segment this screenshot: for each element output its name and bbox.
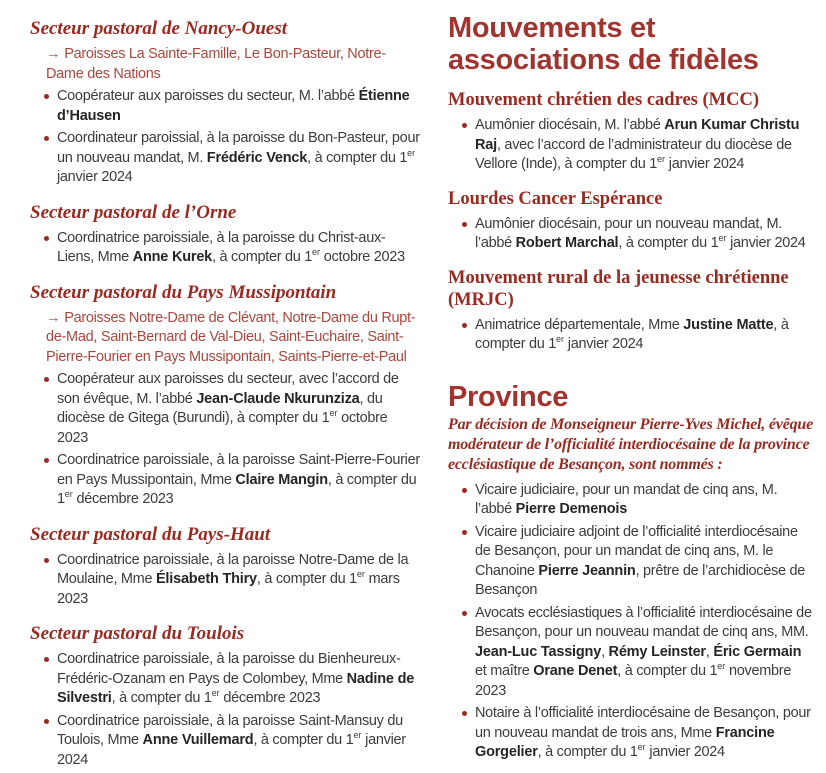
person-name: Frédéric Venck — [206, 149, 308, 166]
text-run: , à compter du 1 — [618, 235, 719, 251]
text-run: Aumônier diocésain, pour un nouveau mandat, M. l’abbé — [475, 215, 783, 251]
ordinal-suffix: er — [353, 730, 362, 741]
text-run: décembre 2023 — [72, 491, 174, 507]
ordinal-suffix: er — [657, 154, 666, 165]
person-name: Arun Kumar Christu Raj — [475, 117, 800, 153]
appointment-item — [30, 650, 422, 709]
text-run: janvier 2024 — [564, 336, 644, 352]
text-run: Coopérateur aux paroisses du secteur, M. l’abbé — [57, 88, 359, 104]
text-run: et maître — [475, 663, 534, 679]
parish-names: Paroisses Notre-Dame de Clévant, Notre-Dame du Rupt-de-Mad, Saint-Bernard de Val-Dieu, Saint-Euchaire, Saint-Pierre-Fourier en Pays Mussipontain, Saints-Pierre-et-Paul — [46, 309, 416, 365]
text-run: janvier 2024 — [665, 156, 745, 172]
text-run: octobre 2023 — [57, 410, 388, 446]
movement-heading: Mouvement rural de la jeunesse chrétienne (MRJC) — [448, 267, 789, 310]
person-name: Jean-Luc Tassigny — [475, 643, 602, 660]
text-run: , à compter du 1 — [617, 663, 718, 679]
bullet-icon — [462, 123, 467, 128]
text-run: novembre 2023 — [475, 663, 792, 699]
person-name: Étienne d’Hausen — [57, 88, 410, 124]
ordinal-suffix: er — [556, 334, 565, 345]
text-run: , à compter du 1 — [111, 690, 212, 706]
bullet-icon — [462, 323, 467, 328]
person-name: Éric Germain — [713, 643, 802, 660]
appointment-item — [30, 229, 422, 268]
ordinal-suffix: er — [64, 489, 73, 500]
person-name: Pierre Jeannin — [538, 562, 636, 579]
bullet-icon — [462, 488, 467, 493]
text-run: , à compter du 1 — [57, 471, 417, 507]
text-run: mars 2023 — [57, 571, 400, 607]
parish-names: Paroisses La Sainte-Famille, Le Bon-Pasteur, Notre-Dame des Nations — [46, 46, 386, 82]
text-run: Coordinateur paroissial, à la paroisse du Bon-Pasteur, pour un nouveau mandat, M. — [57, 130, 420, 166]
sector-heading: Secteur pastoral de l’Orne — [30, 201, 237, 223]
text-run: Coordinatrice paroissiale, à la paroisse Saint-Pierre-Fourier en Pays Mussipontain, Mme — [57, 452, 420, 488]
arrow-icon: → — [46, 46, 61, 62]
text-run: , à compter du 1 — [307, 149, 408, 166]
person-name: Justine Matte — [683, 316, 774, 333]
bullet-icon — [44, 719, 49, 724]
text-run: , avec l’accord de l’administrateur du diocèse de Vellore (Inde), à compter du 1 — [475, 136, 792, 172]
text-run: Vicaire judiciaire adjoint de l’officialité interdiocésaine de Besançon, pour un mandat de cinq ans, M. le Chanoine — [475, 523, 798, 579]
ordinal-suffix: er — [329, 408, 338, 419]
bullet-icon — [44, 458, 49, 463]
text-run: octobre 2023 — [320, 249, 405, 265]
ordinal-suffix: er — [312, 247, 321, 258]
text-run: Coordinatrice paroissiale, à la paroisse du Christ-aux-Liens, Mme — [57, 229, 386, 265]
person-name: Francine Gorgelier — [475, 724, 775, 760]
appointment-item — [448, 215, 816, 254]
sector-heading: Secteur pastoral du Pays-Haut — [30, 523, 271, 545]
person-name: Robert Marchal — [515, 235, 619, 251]
text-run: , — [705, 643, 714, 660]
bullet-icon — [462, 611, 467, 616]
text-run: , du diocèse de Gitega (Burundi), à compter du 1 — [57, 390, 383, 426]
sector-heading: Secteur pastoral de Nancy-Ouest — [30, 18, 288, 39]
ordinal-suffix: er — [717, 661, 726, 672]
section-big-heading: Mouvements et associations de fidèles — [448, 12, 759, 76]
appointment-item — [30, 370, 422, 448]
text-run: Coordinatrice paroissiale, à la paroisse du Bienheureux-Frédéric-Ozanam en Pays de Colombey, Mme — [57, 651, 401, 687]
text-run: janvier 2024 — [726, 235, 806, 251]
bullet-icon — [44, 558, 49, 563]
person-name: Pierre Demenois — [515, 501, 628, 517]
appointment-item — [30, 712, 422, 771]
appointment-item — [30, 87, 422, 126]
text-run: Coordinatrice paroissiale, à la paroisse Notre-Dame de la Moulaine, Mme — [57, 551, 409, 587]
person-name: Rémy Leinster — [608, 643, 706, 660]
bullet-icon — [44, 136, 49, 141]
appointment-item — [30, 551, 422, 610]
section-big-heading-province: Province — [448, 380, 569, 413]
person-name: Claire Mangin — [235, 471, 328, 488]
appointment-item — [448, 523, 816, 601]
person-name: Nadine de Silvestri — [57, 670, 415, 706]
arrow-icon: → — [46, 309, 61, 326]
appointment-item — [448, 604, 816, 702]
movement-heading: Mouvement chrétien des cadres (MCC) — [448, 90, 759, 110]
person-name: Orane Denet — [533, 663, 618, 679]
person-name: Anne Kurek — [132, 249, 213, 265]
bullet-icon — [462, 530, 467, 535]
parish-list — [46, 309, 422, 368]
ordinal-suffix: er — [637, 742, 646, 753]
text-run: , à compter du 1 — [253, 732, 354, 748]
text-run: Animatrice départementale, Mme — [475, 316, 684, 333]
text-run: , à compter du 1 — [212, 249, 313, 265]
appointment-item — [448, 481, 816, 520]
text-run: Vicaire judiciaire, pour un mandat de cinq ans, M. l’abbé — [475, 481, 778, 517]
text-run: Avocats ecclésiastiques à l’officialité interdiocésaine de Besançon, pour un nouveau mandat de cinq ans, MM. — [475, 604, 812, 640]
text-run: décembre 2023 — [219, 690, 321, 706]
appointment-item — [448, 316, 816, 355]
ordinal-suffix: er — [407, 147, 416, 158]
text-run: , — [601, 643, 609, 660]
bullet-icon — [462, 222, 467, 227]
text-run: , prêtre de l’archidiocèse de Besançon — [475, 562, 805, 598]
left-column — [30, 4, 422, 773]
text-run: Coordinatrice paroissiale, à la paroisse Saint-Mansuy du Toulois, Mme — [57, 712, 403, 748]
bullet-icon — [44, 94, 49, 99]
text-run: Notaire à l’officialité interdiocésaine de Besançon, pour un nouveau mandat de trois ans, Mme — [475, 705, 811, 741]
text-run: , à compter du 1 — [256, 571, 357, 587]
appointment-item — [448, 116, 816, 175]
text-run: Coopérateur aux paroisses du secteur, avec l’accord de son évêque, M. l’abbé — [57, 371, 399, 407]
province-intro: Par décision de Monseigneur Pierre-Yves Michel, évêque modérateur de l’officialité interdiocésaine de la province ecclésiastique de Besançon, sont nommés : — [448, 415, 814, 473]
bullet-icon — [462, 711, 467, 716]
ordinal-suffix: er — [718, 233, 727, 244]
appointment-item — [30, 129, 422, 188]
text-run: janvier 2024 — [645, 744, 725, 760]
bullet-icon — [44, 377, 49, 382]
movement-heading: Lourdes Cancer Espérance — [448, 188, 663, 209]
person-name: Élisabeth Thiry — [155, 571, 257, 587]
sector-heading: Secteur pastoral du Toulois — [30, 623, 245, 644]
text-run: janvier 2024 — [57, 732, 406, 768]
parish-list — [46, 45, 422, 84]
person-name: Anne Vuillemard — [142, 732, 254, 748]
bullet-icon — [44, 236, 49, 241]
person-name: Jean-Claude Nkurunziza — [196, 390, 360, 407]
appointment-item — [30, 451, 422, 510]
ordinal-suffix: er — [211, 688, 220, 699]
text-run: Aumônier diocésain, M. l’abbé — [475, 117, 665, 133]
right-column — [448, 4, 816, 773]
ordinal-suffix: er — [356, 569, 365, 580]
bullet-icon — [44, 657, 49, 662]
sector-heading: Secteur pastoral du Pays Mussipontain — [30, 281, 337, 303]
text-run: , à compter du 1 — [475, 316, 789, 352]
appointment-item — [448, 704, 816, 763]
text-run: , à compter du 1 — [537, 744, 638, 760]
text-run: janvier 2024 — [57, 169, 133, 185]
